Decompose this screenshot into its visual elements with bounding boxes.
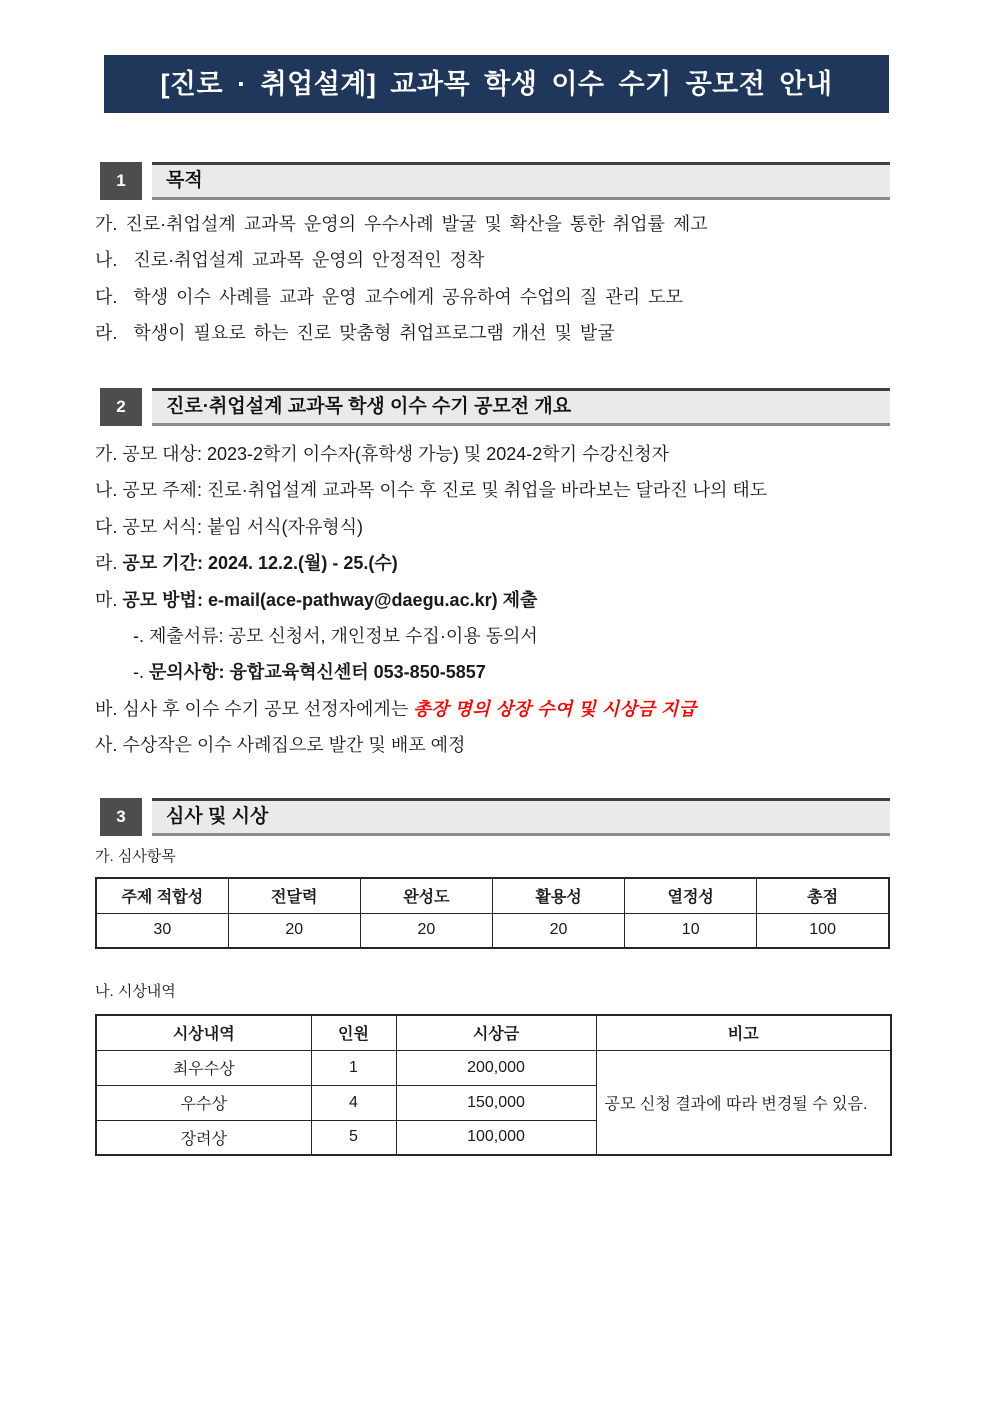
criteria-header-cell: 총점 xyxy=(757,878,889,913)
awards-header-cell: 시상금 xyxy=(396,1015,596,1050)
overview-item-format: 다. 공모 서식: 붙임 서식(자유형식) xyxy=(95,516,364,537)
section-1-content xyxy=(95,206,895,352)
section-1-number-badge: 1 xyxy=(100,162,142,200)
award-count-cell: 5 xyxy=(311,1120,396,1155)
overview-item-period xyxy=(95,545,895,581)
overview-item-publication: 사. 수상작은 이수 사례집으로 발간 및 배포 예정 xyxy=(95,735,466,756)
overview-item-method xyxy=(95,582,895,618)
item-prefix: 마. xyxy=(95,589,123,610)
item-prefix: 바. 심사 후 이수 수기 공모 선정자에게는 xyxy=(95,698,414,719)
awards-note-cell: 공모 신청 결과에 따라 변경될 수 있음. xyxy=(596,1050,891,1155)
criteria-value-cell: 10 xyxy=(625,913,757,948)
award-amount-cell: 100,000 xyxy=(396,1120,596,1155)
awards-table xyxy=(95,1014,892,1156)
overview-item-topic: 나. 공모 주제: 진로·취업설계 교과목 이수 후 진로 및 취업을 바라보는 달라진 나의 태도 xyxy=(95,480,768,501)
award-count-cell: 1 xyxy=(311,1050,396,1085)
section-3-number-badge: 3 xyxy=(100,798,142,836)
section-1-heading: 목적 xyxy=(152,162,890,200)
criteria-value-cell: 20 xyxy=(228,913,360,948)
purpose-item-3: 다. 학생 이수 사례를 교과 운영 교수에게 공유하여 수업의 질 관리 도모 xyxy=(95,286,683,307)
section-2-number-badge: 2 xyxy=(100,388,142,426)
section-1-header xyxy=(100,162,890,200)
criteria-value-cell: 20 xyxy=(360,913,492,948)
criteria-header-row xyxy=(96,878,889,913)
page-title: [진로 · 취업설계] 교과목 학생 이수 수기 공모전 안내 xyxy=(160,69,833,99)
award-name-cell: 우수상 xyxy=(96,1085,311,1120)
criteria-value-cell: 20 xyxy=(492,913,624,948)
overview-item-award-notice xyxy=(95,691,895,727)
award-count-cell: 4 xyxy=(311,1085,396,1120)
method-bold-text: 공모 방법: e-mail(ace-pathway@daegu.ac.kr) 제출 xyxy=(122,589,538,610)
awards-row-grand xyxy=(96,1050,891,1085)
awards-header-cell: 인원 xyxy=(311,1015,396,1050)
overview-item-target: 가. 공모 대상: 2023-2학기 이수자(휴학생 가능) 및 2024-2학기 수강신청자 xyxy=(95,444,670,464)
purpose-item-2: 나. 진로·취업설계 교과목 운영의 안정적인 정착 xyxy=(95,250,485,271)
award-amount-cell: 150,000 xyxy=(396,1085,596,1120)
section-2-content xyxy=(95,436,895,764)
overview-sub-documents: -. 제출서류: 공모 신청서, 개인정보 수집·이용 동의서 xyxy=(133,625,538,646)
criteria-label: 가. 심사항목 xyxy=(95,848,176,865)
section-2-header xyxy=(100,388,890,426)
awards-label: 나. 시상내역 xyxy=(95,983,176,1000)
period-bold-text: 공모 기간: 2024. 12.2.(월) - 25.(수) xyxy=(122,553,398,574)
award-name-cell: 최우수상 xyxy=(96,1050,311,1085)
section-2-heading: 진로·취업설계 교과목 학생 이수 수기 공모전 개요 xyxy=(152,388,890,426)
purpose-item-1: 가. 진로·취업설계 교과목 운영의 우수사례 발굴 및 확산을 통한 취업률 제고 xyxy=(95,214,708,234)
section-3-heading: 심사 및 시상 xyxy=(152,798,890,836)
award-amount-cell: 200,000 xyxy=(396,1050,596,1085)
criteria-header-cell: 열정성 xyxy=(625,878,757,913)
award-name-cell: 장려상 xyxy=(96,1120,311,1155)
item-prefix: -. xyxy=(133,662,149,683)
criteria-header-cell: 전달력 xyxy=(228,878,360,913)
item-prefix: 라. xyxy=(95,553,123,574)
criteria-value-row xyxy=(96,913,889,948)
awards-header-cell: 비고 xyxy=(596,1015,891,1050)
criteria-header-cell: 주제 적합성 xyxy=(96,878,228,913)
overview-sub-contact xyxy=(95,654,895,690)
criteria-header-cell: 완성도 xyxy=(360,878,492,913)
title-banner xyxy=(104,55,889,113)
section-3-header xyxy=(100,798,890,836)
contact-bold-text: 문의사항: 융합교육혁신센터 053-850-5857 xyxy=(149,662,486,683)
purpose-item-4: 라. 학생이 필요로 하는 진로 맞춤형 취업프로그램 개선 및 발굴 xyxy=(95,323,615,344)
criteria-value-cell: 30 xyxy=(96,913,228,948)
award-highlight-text: 총장 명의 상장 수여 및 시상금 지급 xyxy=(413,698,697,719)
criteria-header-cell: 활용성 xyxy=(492,878,624,913)
criteria-table xyxy=(95,877,890,949)
awards-header-row xyxy=(96,1015,891,1050)
criteria-value-cell: 100 xyxy=(757,913,889,948)
awards-header-cell: 시상내역 xyxy=(96,1015,311,1050)
